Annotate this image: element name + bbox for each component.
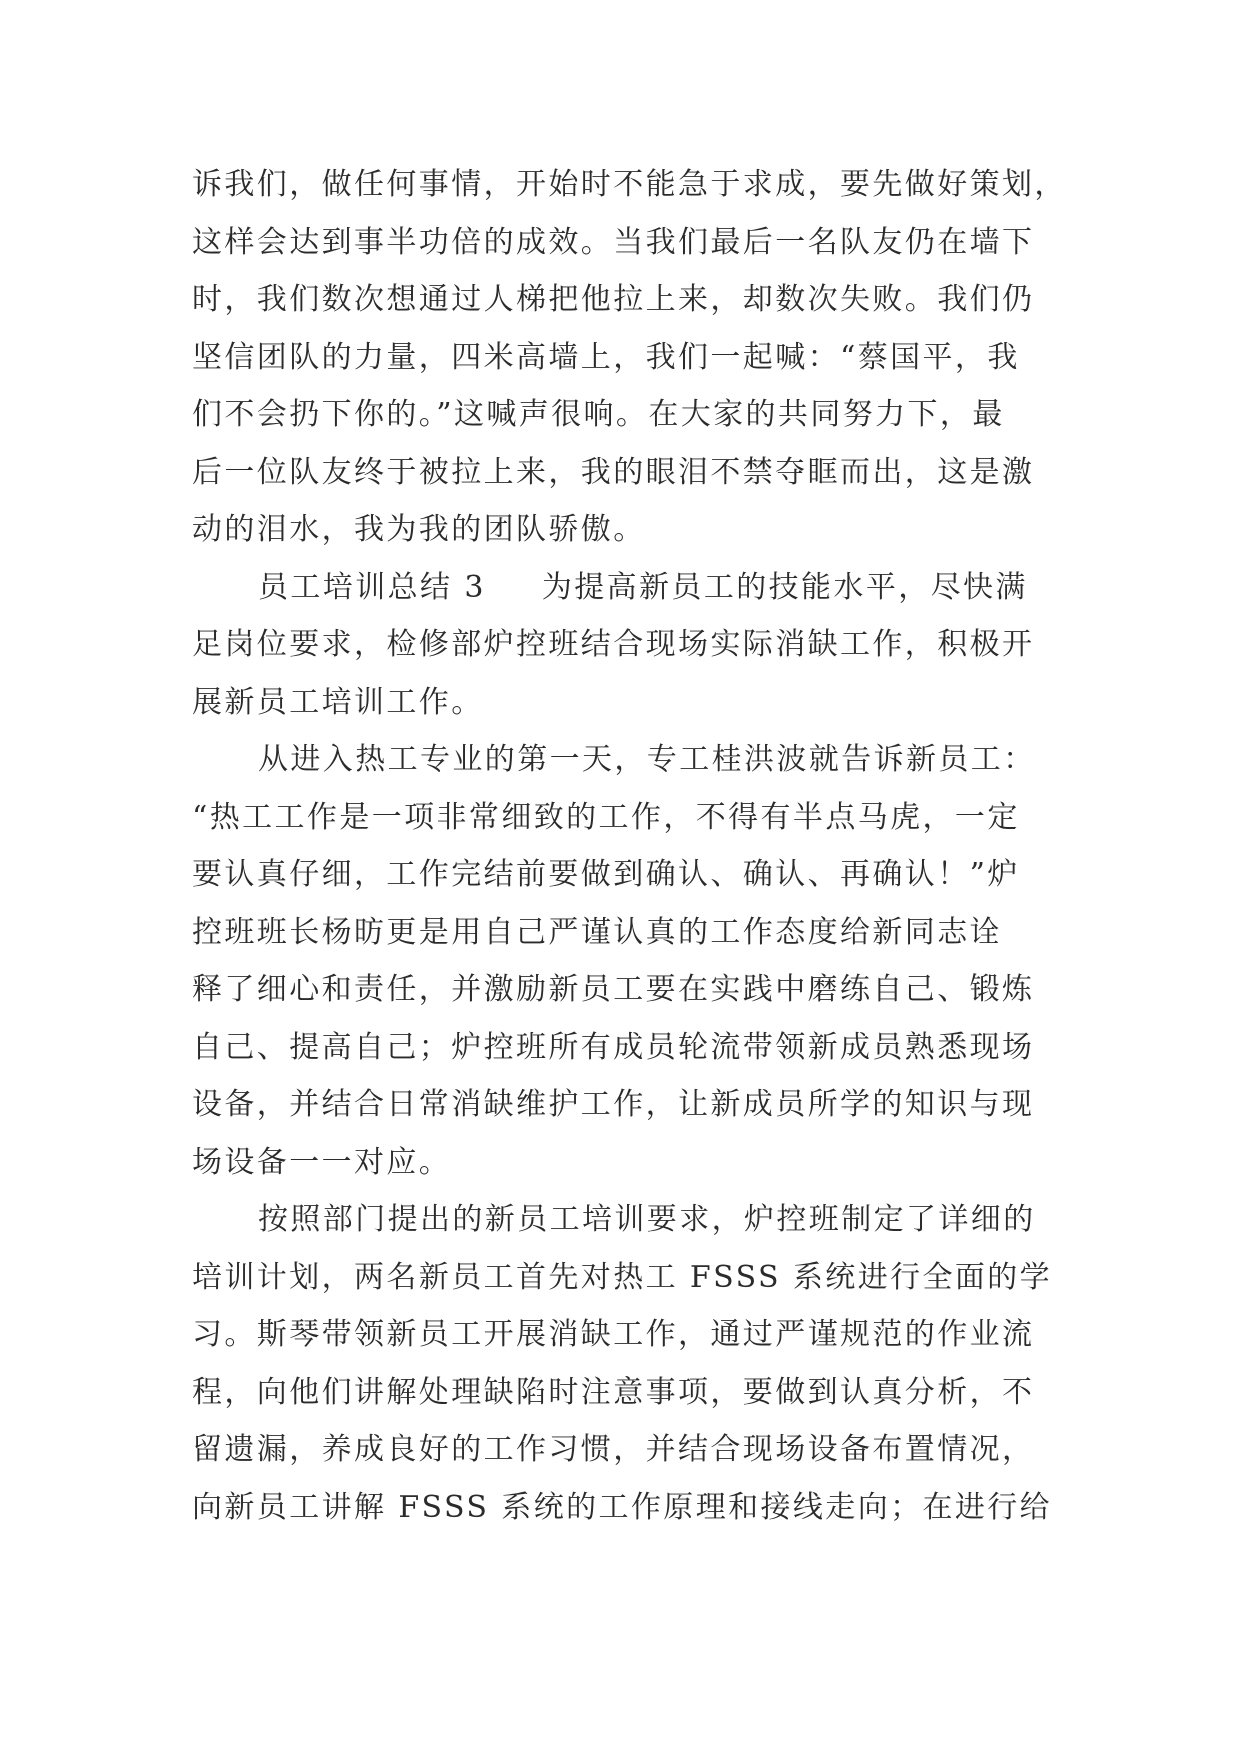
text-line: 培训计划，两名新员工首先对热工 FSSS 系统进行全面的学	[192, 1259, 1053, 1295]
text-line: 自己、提高自己；炉控班所有成员轮流带领新成员熟悉现场	[192, 1029, 1035, 1065]
text-line: 控班班长杨昉更是用自己严谨认真的工作态度给新同志诠	[192, 914, 1002, 950]
text-line: “热工工作是一项非常细致的工作，不得有半点马虎，一定	[192, 799, 1020, 835]
text-line: 们不会扔下你的。”这喊声很响。在大家的共同努力下，最	[192, 397, 1005, 432]
section-first-line: 为提高新员工的技能水平，尽快满	[541, 569, 1028, 605]
document-body	[192, 156, 1067, 1536]
text-line: 要认真仔细，工作完结前要做到确认、确认、再确认！”炉	[192, 857, 1020, 892]
text-line: 释了细心和责任，并激励新员工要在实践中磨练自己、锻炼	[192, 972, 1035, 1007]
section-heading: 员工培训总结 3	[258, 569, 486, 605]
text-line: 程，向他们讲解处理缺陷时注意事项，要做到认真分析，不	[192, 1374, 1035, 1410]
text-line: 坚信团队的力量，四米高墙上，我们一起喊：“蔡国平，我	[192, 339, 1020, 375]
text-line: 足岗位要求，检修部炉控班结合现场实际消缺工作，积极开	[192, 627, 1035, 662]
text-line: 设备，并结合日常消缺维护工作，让新成员所学的知识与现	[192, 1087, 1035, 1122]
text-line: 向新员工讲解 FSSS 系统的工作原理和接线走向；在进行给	[192, 1489, 1053, 1525]
paragraph-first-line: 从进入热工专业的第一天，专工桂洪波就告诉新员工：	[258, 742, 1036, 777]
text-line: 时，我们数次想通过人梯把他拉上来，却数次失败。我们仍	[192, 282, 1035, 317]
section-heading-line	[192, 559, 1052, 617]
text-line: 后一位队友终于被拉上来，我的眼泪不禁夺眶而出，这是激	[192, 454, 1035, 490]
paragraph-first-line: 按照部门提出的新员工培训要求，炉控班制定了详细的	[258, 1202, 1036, 1237]
text-line: 展新员工培训工作。	[192, 684, 484, 720]
text-line: 动的泪水，我为我的团队骄傲。	[192, 512, 646, 547]
text-line: 留遗漏，养成良好的工作习惯，并结合现场设备布置情况，	[192, 1432, 1035, 1467]
text-line: 诉我们，做任何事情，开始时不能急于求成，要先做好策划，	[192, 167, 1067, 202]
text-line: 这样会达到事半功倍的成效。当我们最后一名队友仍在墙下	[192, 224, 1035, 260]
text-line: 场设备一一对应。	[192, 1144, 452, 1180]
text-line: 习。斯琴带领新员工开展消缺工作，通过严谨规范的作业流	[192, 1317, 1035, 1352]
